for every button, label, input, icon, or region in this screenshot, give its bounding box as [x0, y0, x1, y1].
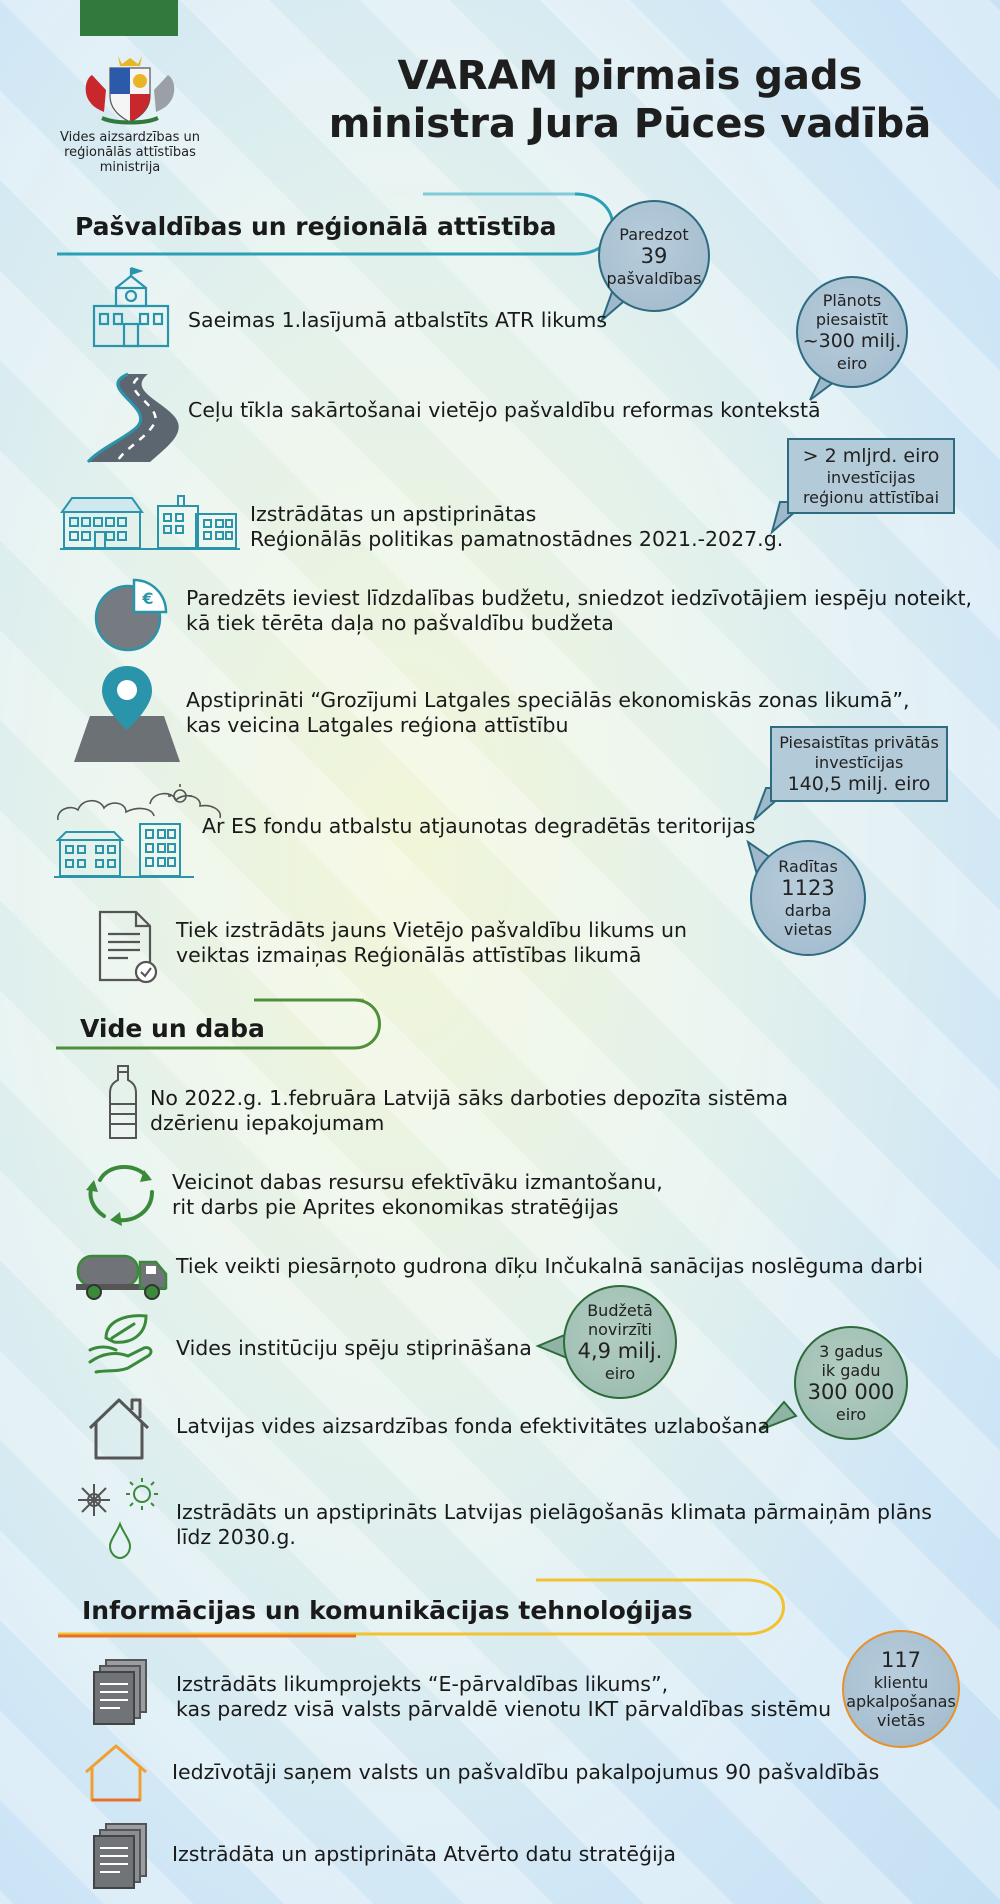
ministry-name	[60, 130, 200, 175]
callout-jobs-line-1: Radītas	[778, 857, 838, 876]
coat-of-arms-icon	[80, 50, 180, 130]
callout-roads	[796, 276, 908, 388]
callout-municipalities-line-2: 39	[640, 243, 668, 268]
tanker-truck-icon	[74, 1246, 170, 1302]
ict-item-2: Iedzīvotāji saņem valsts un pašvaldību pakalpojumus 90 pašvaldībās	[172, 1760, 880, 1784]
callout-budget-line-3: 4,9 milj.	[577, 1339, 663, 1363]
regional-item-1: Saeimas 1.lasījumā atbalstīts ATR likums	[188, 308, 608, 332]
environment-item-4: Vides institūciju spēju stiprināšana	[176, 1336, 532, 1360]
regional-item-2: Ceļu tīkla sakārtošanai vietējo pašvaldību reformas kontekstā	[188, 398, 821, 422]
home-outline-icon	[84, 1742, 148, 1804]
town-hall-icon	[90, 268, 172, 350]
environment-item-6-line-1: Izstrādāts un apstiprināts Latvijas pielāgošanās klimata pārmaiņām plāns	[176, 1500, 932, 1524]
callout-centers-line-4: vietās	[876, 1711, 926, 1730]
environment-item-1-line-2: dzērienu iepakojumam	[150, 1111, 385, 1135]
buildings-icon	[60, 492, 240, 552]
regional-item-7-line-1: Tiek izstrādāts jauns Vietējo pašvaldību likums un	[176, 918, 687, 942]
house-icon	[86, 1396, 152, 1462]
svg-text:€: €	[142, 589, 154, 608]
callout-roads-line-4: eiro	[836, 354, 868, 373]
regional-item-3-line-2: Reģionālās politikas pamatnostādnes 2021.-2027.g.	[250, 527, 784, 551]
renewed-city-icon	[54, 782, 224, 880]
ict-item-3: Izstrādāta un apstiprināta Atvērto datu stratēģija	[172, 1842, 676, 1866]
callout-fund	[794, 1326, 908, 1440]
regional-item-7-line-2: veiktas izmaiņas Reģionālās attīstības likumā	[176, 943, 642, 967]
top-accent-bar	[80, 0, 178, 36]
environment-item-2-line-2: rit darbs pie Aprites ekonomikas stratēģijas	[172, 1195, 619, 1219]
callout-jobs-line-2: 1123	[781, 876, 835, 900]
environment-item-2-line-1: Veicinot dabas resursu efektīvāku izmantošanu,	[172, 1170, 663, 1194]
callout-fund-line-3: 300 000	[807, 1380, 895, 1404]
ministry-line-1: Vides aizsardzības un	[60, 130, 200, 145]
road-icon	[88, 372, 194, 464]
regional-item-3	[250, 502, 783, 552]
environment-item-1-line-1: No 2022.g. 1.februāra Latvijā sāks darboties depozīta sistēma	[150, 1086, 789, 1110]
documents-stack-icon	[92, 1658, 148, 1726]
ict-item-1-line-1: Izstrādāts likumprojekts “E-pārvaldības likums”,	[176, 1672, 669, 1696]
page-title	[300, 52, 960, 148]
regional-item-4	[186, 586, 972, 636]
section-title-ict: Informācijas un komunikācijas tehnoloģijas	[82, 1596, 693, 1625]
callout-investments-line-1: > 2 mljrd. eiro	[802, 444, 940, 467]
section-title-regional: Pašvaldības un reģionālā attīstība	[75, 212, 557, 241]
ict-item-1	[176, 1672, 831, 1722]
callout-private-line-1: Piesaistītas privātās	[779, 732, 939, 752]
environment-item-2	[172, 1170, 663, 1220]
callout-municipalities	[598, 200, 710, 312]
section-title-environment: Vide un daba	[80, 1014, 265, 1043]
callout-centers	[842, 1630, 960, 1748]
callout-roads-line-1: Plānots	[822, 291, 882, 310]
environment-item-5: Latvijas vides aizsardzības fonda efektivitātes uzlabošana	[176, 1414, 771, 1438]
callout-budget-line-2: novirzīti	[588, 1320, 652, 1339]
callout-budget-line-4: eiro	[604, 1364, 636, 1383]
callout-jobs-line-4: vietas	[783, 920, 833, 939]
callout-fund-line-2: ik gadu	[821, 1361, 881, 1380]
callout-roads-line-3: ~300 milj.	[802, 330, 902, 352]
callout-private-investments	[770, 726, 948, 802]
callout-budget	[563, 1285, 677, 1399]
callout-roads-line-2: piesaistīt	[815, 310, 889, 329]
page-title-line-2: ministra Jura Pūces vadībā	[328, 101, 932, 147]
environment-item-6	[176, 1500, 932, 1550]
climate-icon	[76, 1476, 162, 1560]
regional-item-3-line-1: Izstrādātas un apstiprinātas	[250, 502, 537, 526]
leaf-hand-icon	[88, 1312, 158, 1374]
callout-fund-line-1: 3 gadus	[819, 1342, 883, 1361]
regional-item-5-line-2: kas veicina Latgales reģiona attīstību	[186, 713, 569, 737]
environment-item-1	[150, 1086, 788, 1136]
callout-fund-line-4: eiro	[835, 1405, 867, 1424]
callout-centers-line-2: klientu	[873, 1673, 929, 1692]
callout-investments-line-3: reģionu attīstībai	[802, 487, 940, 507]
environment-item-6-line-2: līdz 2030.g.	[176, 1525, 296, 1549]
environment-item-3: Tiek veikti piesārņoto gudrona dīķu Inčukalnā sanācijas noslēguma darbi	[176, 1254, 924, 1278]
regional-item-4-line-1: Paredzēts ieviest līdzdalības budžetu, sniedzot iedzīvotājiem iespēju noteikt,	[186, 586, 973, 610]
callout-private-line-3: 140,5 milj. eiro	[787, 772, 931, 795]
regional-item-4-line-2: kā tiek tērēta daļa no pašvaldību budžeta	[186, 611, 614, 635]
callout-jobs	[750, 840, 866, 956]
map-pin-icon	[72, 664, 182, 764]
ministry-line-2: reģionālās attīstības	[64, 145, 196, 160]
callout-municipalities-line-3: pašvaldības	[606, 268, 702, 288]
documents-stack-icon	[92, 1822, 148, 1890]
regional-item-5-line-1: Apstiprināti “Grozījumi Latgales speciālās ekonomiskās zonas likumā”,	[186, 688, 910, 712]
regional-item-6: Ar ES fondu atbalstu atjaunotas degradētās teritorijas	[202, 814, 756, 838]
callout-budget-line-1: Budžetā	[587, 1301, 653, 1320]
page-title-line-1: VARAM pirmais gads	[397, 53, 863, 99]
ministry-line-3: ministrija	[99, 160, 161, 175]
regional-item-7	[176, 918, 687, 968]
callout-centers-line-1: 117	[880, 1648, 922, 1672]
ict-item-1-line-2: kas paredz visā valsts pārvaldē vienotu IKT pārvaldības sistēmu	[176, 1697, 832, 1721]
callout-investments-line-2: investīcijas	[826, 467, 916, 487]
recycle-icon	[86, 1160, 160, 1226]
bottle-icon	[106, 1064, 140, 1142]
callout-jobs-line-3: darba	[784, 901, 832, 920]
callout-investments	[787, 438, 955, 514]
callout-municipalities-line-1: Paredzot	[619, 224, 689, 244]
callout-centers-line-3: apkalpošanas	[846, 1692, 956, 1711]
callout-private-line-2: investīcijas	[814, 752, 904, 772]
euro-pie-icon	[94, 578, 170, 654]
document-icon	[98, 910, 160, 984]
